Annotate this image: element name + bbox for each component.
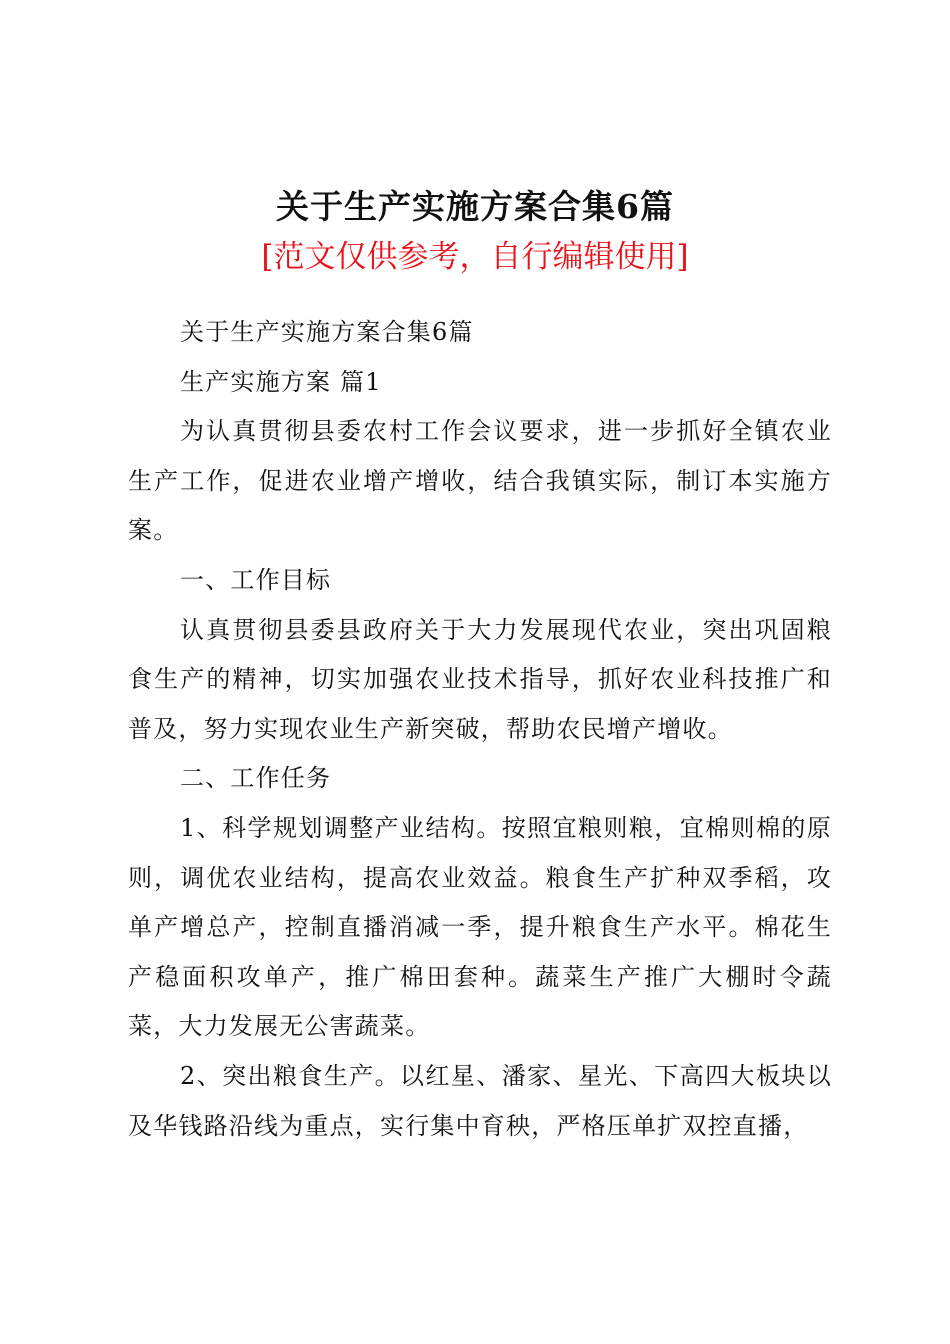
paragraph-task-heading: 二、工作任务 [180, 764, 332, 793]
paragraph-section-title: 生产实施方案 篇1 [180, 367, 382, 396]
document-title: 关于生产实施方案合集6篇 [276, 187, 674, 226]
paragraph-task-2: 2、突出粮食生产。以红星、潘家、星光、下高四大板块以及华钱路沿线为重点，实行集中育秧，严格压单扩双控直播， [128, 1061, 832, 1140]
document-body [128, 308, 832, 1151]
paragraph-task-1: 1、科学规划调整产业结构。按照宜粮则粮，宜棉则棉的原则，调优农业结构，提高农业效益。粮食生产扩种双季稻，攻单产增总产，控制直播消减一季，提升粮食生产水平。棉花生产稳面积攻单产，推广棉田套种。蔬菜生产推广大棚时令蔬菜，大力发展无公害蔬菜。 [128, 813, 832, 1041]
paragraph-intro: 为认真贯彻县委农村工作会议要求，进一步抓好全镇农业生产工作，促进农业增产增收，结合我镇实际，制订本实施方案。 [128, 417, 832, 545]
paragraph-goal-heading: 一、工作目标 [180, 565, 332, 594]
document-subtitle: [范文仅供参考，自行编辑使用] [261, 239, 689, 275]
paragraph-heading: 关于生产实施方案合集6篇 [180, 318, 474, 346]
paragraph-goal: 认真贯彻县委县政府关于大力发展现代农业，突出巩固粮食生产的精神，切实加强农业技术指导，抓好农业科技推广和普及，努力实现农业生产新突破，帮助农民增产增收。 [128, 615, 832, 743]
